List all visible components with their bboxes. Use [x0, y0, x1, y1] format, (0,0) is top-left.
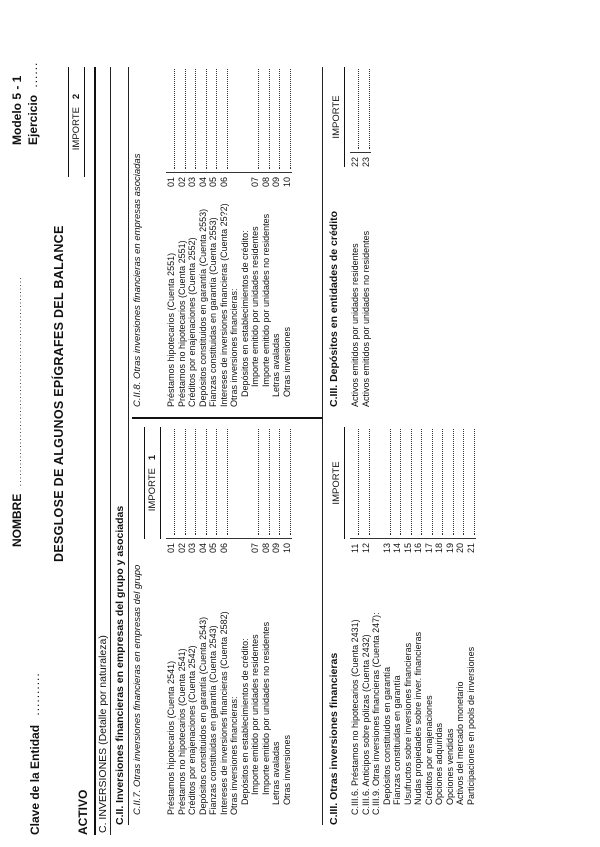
row-code: 01: [166, 542, 176, 553]
importe-header-deposits: IMPORTE: [330, 67, 345, 167]
amount-field[interactable]: [174, 429, 175, 535]
row-code: 02: [176, 176, 187, 187]
row-label: Importe emitido por unidades no residentes: [260, 621, 271, 795]
code-column-rule: [350, 538, 476, 539]
row-label: Letras avaladas: [271, 741, 281, 805]
row-code: 21: [465, 542, 476, 553]
row-code: 07: [250, 542, 260, 553]
amount-field[interactable]: [411, 429, 412, 535]
table-row: [261, 67, 272, 407]
table-row: [240, 67, 251, 407]
row-label: Otras inversiones financieras:: [229, 288, 239, 407]
row-code: 17: [423, 542, 434, 553]
amount-field[interactable]: [432, 429, 433, 535]
row-code: 07: [250, 176, 260, 187]
cii8-rows: [166, 67, 292, 407]
top-rule: [94, 67, 96, 835]
amount-field[interactable]: [185, 429, 186, 535]
table-row: [240, 427, 251, 815]
code-column-rule: [166, 538, 292, 539]
row-label: Nudas propiedades sobre inver. financieras: [413, 631, 423, 805]
page-title: DESGLOSE DE ALGUNOS EPÍGRAFES DEL BALANCE: [52, 225, 66, 562]
row-code: 10: [281, 176, 292, 187]
importe-1-number: 1: [147, 454, 158, 461]
amount-field[interactable]: [290, 69, 291, 169]
table-row: [371, 427, 382, 815]
section-ciii-rule: [322, 67, 323, 825]
table-row: [219, 67, 230, 407]
row-code: 18: [434, 542, 444, 553]
row-code: 04: [197, 176, 208, 187]
column-divider: [132, 417, 322, 419]
table-row: [434, 427, 445, 815]
name-dots: ............................................................: [13, 276, 23, 487]
table-row: [392, 427, 403, 815]
table-row: [382, 427, 393, 815]
row-code: 22: [350, 156, 360, 167]
amount-field[interactable]: [195, 69, 196, 169]
amount-field[interactable]: [206, 69, 207, 169]
row-label: Intereses de inversiones financieras (Cuenta 2582): [218, 611, 229, 815]
exercise-label: Ejercicio: [26, 94, 40, 145]
row-label: Importe emitido por unidades residentes: [250, 226, 260, 387]
row-label: Fianzas constituidas en garantía: [392, 675, 402, 805]
row-label: Depósitos constituidos en garantía: [381, 666, 392, 805]
row-code: 23: [360, 156, 371, 167]
importe-header-2: [68, 67, 85, 177]
table-row: [466, 427, 477, 815]
row-label: Importe emitido por unidades residentes: [250, 634, 260, 795]
row-label: C.III.6. Anticipos sobre pólizas (Cuenta 2432): [360, 634, 371, 815]
amount-field[interactable]: [290, 429, 291, 535]
row-code: 16: [413, 542, 423, 553]
table-row: [229, 427, 240, 815]
ciii-rows: [350, 427, 476, 815]
row-label: C.III.6. Préstamos no hipotecarios (Cuenta 2431): [350, 619, 360, 815]
table-row: [198, 427, 209, 815]
row-code: 20: [455, 542, 465, 553]
table-row: [208, 67, 219, 407]
entity-key-label: Clave de la Entidad: [28, 724, 42, 835]
amount-field[interactable]: [258, 429, 259, 535]
code-column-rule: [350, 152, 371, 153]
row-code: 04: [197, 542, 208, 553]
row-code: 01: [166, 176, 176, 187]
row-code: 19: [444, 542, 455, 553]
row-code: 02: [176, 542, 187, 553]
importe-2-number: 2: [71, 93, 82, 100]
amount-field[interactable]: [453, 429, 454, 535]
row-label: Activos emitidos por unidades residentes: [350, 243, 360, 407]
amount-field[interactable]: [421, 429, 422, 535]
table-row: [208, 427, 219, 815]
model-number: Modelo 5 - 1: [10, 75, 24, 145]
cii7-rows: [166, 427, 292, 815]
table-row: [413, 427, 424, 815]
row-code: 10: [281, 542, 292, 553]
entity-key-field: [28, 672, 42, 835]
activo-heading: ACTIVO: [76, 789, 90, 835]
row-label: Activos emitidos por unidades no residentes: [360, 230, 371, 407]
table-row: [361, 427, 372, 815]
row-code: 08: [260, 176, 271, 187]
table-row: [219, 427, 230, 815]
row-label: Opciones vendidas: [444, 728, 455, 805]
amount-field[interactable]: [400, 429, 401, 535]
amount-field[interactable]: [174, 69, 175, 169]
table-row: [455, 427, 466, 815]
amount-field[interactable]: [358, 429, 359, 535]
amount-field[interactable]: [390, 429, 391, 535]
sub-cii7-title: C.II.7. Otras inversiones financieras en empresas del grupo: [132, 564, 143, 815]
row-label: Opciones adquiridas: [434, 722, 444, 805]
amount-field[interactable]: [206, 429, 207, 535]
table-row: [187, 427, 198, 815]
importe-header-ciii: IMPORTE: [330, 427, 345, 539]
table-row: [361, 67, 372, 407]
amount-field[interactable]: [227, 429, 228, 535]
table-row: [250, 427, 261, 815]
row-code: 06: [218, 176, 229, 187]
exercise-field: [26, 62, 40, 145]
row-code: 15: [402, 542, 413, 553]
amount-field[interactable]: [474, 429, 475, 535]
row-label: Depósitos en establecimientos de crédito:: [239, 230, 250, 397]
row-code: 13: [381, 542, 392, 553]
section-ciii-title: C.III. Otras inversiones financieras: [328, 652, 340, 825]
row-code: 14: [392, 542, 402, 553]
table-row: [350, 67, 361, 407]
row-code: 08: [260, 542, 271, 553]
row-label: Usufructos sobre inversiones financieras: [402, 642, 413, 805]
name-field: [10, 276, 24, 547]
row-label: Intereses de inversiones financieras (Cuenta 25?2): [218, 203, 229, 407]
table-row: [424, 427, 435, 815]
row-label: Depósitos constituidos en garantía (Cuenta 2553): [197, 208, 208, 407]
table-row: [350, 427, 361, 815]
row-code: 09: [271, 542, 281, 553]
row-label: Créditos por enajenaciones: [423, 695, 434, 805]
section-c-rule: [110, 67, 111, 835]
row-label: Participaciones en pools de inversiones: [465, 646, 476, 805]
table-row: [282, 67, 293, 407]
table-row: [187, 67, 198, 407]
amount-field[interactable]: [269, 69, 270, 169]
amount-field[interactable]: [258, 69, 259, 169]
row-label: Depósitos en establecimientos de crédito:: [239, 638, 250, 805]
section-c-title: C. INVERSIONES (Detalle por naturaleza): [97, 635, 109, 833]
importe-header-1: [144, 427, 161, 539]
row-code: 05: [208, 542, 218, 553]
table-row: [271, 67, 282, 407]
exercise-dots: ......: [26, 61, 40, 88]
table-row: [177, 427, 188, 815]
sub-cii8-title: C.II.8. Otras inversiones financieras en empresas asociadas: [132, 153, 143, 407]
table-row: [177, 67, 188, 407]
section-cii-rule: [128, 67, 129, 825]
row-code: 11: [350, 543, 360, 553]
table-row: [261, 427, 272, 815]
entity-key-dots: ..........: [28, 672, 42, 716]
amount-field[interactable]: [227, 69, 228, 169]
table-row: [166, 427, 177, 815]
row-label: Otras inversiones: [281, 326, 292, 397]
row-code: 05: [208, 176, 218, 187]
row-label: Fianzas constituidas en garantía (Cuenta 2543): [208, 625, 218, 815]
row-code: 03: [187, 542, 197, 553]
amount-field[interactable]: [279, 429, 280, 535]
row-label: Préstamos hipotecarios (Cuenta 2541): [166, 660, 176, 815]
importe-1-label: IMPORTE: [147, 468, 158, 512]
table-row: [229, 67, 240, 407]
row-label: Créditos por enajenaciones (Cuenta 2542): [187, 645, 197, 815]
amount-field[interactable]: [195, 429, 196, 535]
table-row: [198, 67, 209, 407]
table-row: [166, 67, 177, 407]
row-code: 06: [218, 542, 229, 553]
table-row: [271, 427, 282, 815]
section-cii-title: C.II. Inversiones financieras en empresas del grupo y asociadas: [114, 505, 126, 825]
section-deposits-title: C.III. Depósitos en entidades de crédito: [328, 210, 340, 407]
row-label: Letras avaladas: [271, 333, 281, 397]
row-code: 12: [360, 542, 371, 553]
deposits-rows: [350, 67, 371, 407]
amount-field[interactable]: [369, 69, 370, 149]
table-row: [445, 427, 456, 815]
row-label: Importe emitido por unidades no residentes: [260, 213, 271, 387]
row-label: Depósitos constituidos en garantía (Cuenta 2543): [197, 616, 208, 815]
row-code: 09: [271, 176, 281, 187]
code-column-rule: [166, 172, 292, 173]
row-label: Préstamos no hipotecarios (Cuenta 2551): [176, 240, 187, 407]
row-label: Activos del mercado monetario: [455, 681, 465, 805]
amount-field[interactable]: [442, 429, 443, 535]
table-row: [403, 427, 414, 815]
amount-field[interactable]: [369, 429, 370, 535]
row-label: Fianzas constituidas en garantía (Cuenta 2553): [208, 217, 218, 407]
importe-2-label: IMPORTE: [71, 107, 82, 151]
table-row: [282, 427, 293, 815]
amount-field[interactable]: [216, 429, 217, 535]
name-label: NOMBRE: [10, 493, 24, 547]
amount-field[interactable]: [216, 69, 217, 169]
amount-field[interactable]: [269, 429, 270, 535]
row-label: Otras inversiones financieras:: [229, 696, 239, 815]
row-label: Créditos por enajenaciones (Cuenta 2552): [187, 237, 197, 407]
row-label: Préstamos no hipotecarios (Cuenta 2541): [176, 648, 187, 815]
row-label: Préstamos hipotecarios (Cuenta 2551): [166, 252, 176, 407]
table-row: [250, 67, 261, 407]
amount-field[interactable]: [358, 69, 359, 149]
amount-field[interactable]: [185, 69, 186, 169]
row-code: 03: [187, 176, 197, 187]
amount-field[interactable]: [279, 69, 280, 169]
row-label: Otras inversiones: [281, 734, 292, 805]
amount-field[interactable]: [463, 429, 464, 535]
row-label: C.III.9. Otras inversiones financieras (Cuenta 247):: [371, 612, 381, 815]
